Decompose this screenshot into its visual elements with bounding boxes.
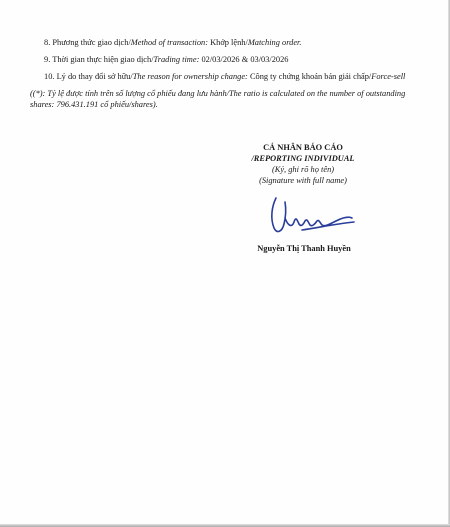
item10-label-en: The reason for ownership change: [132, 72, 248, 81]
signature-title-vi: CÁ NHÂN BÁO CÁO [263, 143, 343, 152]
item8-value-vi: Khớp lệnh/ [208, 38, 248, 47]
item9-label-en: Trading time: [153, 55, 200, 64]
item9-value: 02/03/2026 & 03/03/2026 [199, 55, 289, 64]
ratio-note: ((*): Tỷ lệ được tính trên số lượng cổ phiếu đang lưu hành/The ratio is calculated on the number of outstanding shares: 796.431.191 cổ phiếu/shares). [30, 89, 406, 109]
item-reason-ownership-change [30, 71, 422, 82]
signature-title-en: /REPORTING INDIVIDUAL [251, 154, 355, 163]
signature-instruction-en: (Signature with full name) [259, 176, 347, 185]
item-trading-time [30, 54, 422, 65]
signature-block [218, 142, 388, 186]
item10-value-vi: Công ty chứng khoán bán giải chấp/ [247, 72, 372, 81]
item8-label-vi: 8. Phương thức giao dịch/ [44, 38, 131, 47]
document-body [30, 37, 422, 114]
signer-name: Nguyễn Thị Thanh Huyền [257, 244, 351, 253]
item8-label-en: Method of transaction: [130, 38, 209, 47]
item10-value-en: Force-sell [371, 72, 406, 81]
handwritten-signature [262, 188, 362, 240]
signature-instruction-vi: (Ký, ghi rõ họ tên) [271, 165, 335, 174]
item10-label-vi: 10. Lý do thay đổi sở hữu/ [44, 72, 133, 81]
item9-label-vi: 9. Thời gian thực hiện giao dịch/ [44, 55, 154, 64]
item-method-of-transaction [30, 37, 422, 48]
item8-value-en: Matching order. [247, 38, 302, 47]
